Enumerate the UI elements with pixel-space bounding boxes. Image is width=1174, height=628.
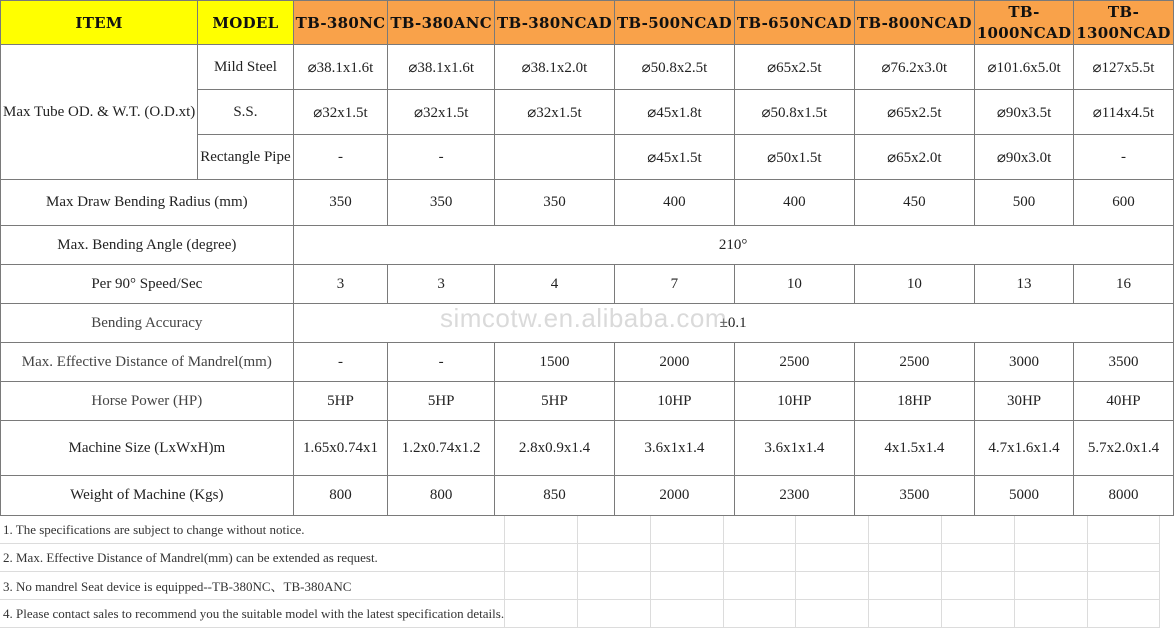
- row-label: Rectangle Pipe: [198, 135, 293, 180]
- cell: 350: [388, 180, 495, 226]
- cell: ⌀38.1x1.6t: [293, 45, 388, 90]
- cell: 10HP: [734, 382, 854, 421]
- note-text: 4. Please contact sales to recommend you the suitable model with the latest specification details.: [0, 600, 505, 628]
- row-machine-size: [1, 421, 1174, 476]
- cell: ⌀65x2.5t: [734, 45, 854, 90]
- cell: ⌀76.2x3.0t: [854, 45, 974, 90]
- header-model-2: TB-380ANC: [388, 1, 495, 45]
- cell: ⌀32x1.5t: [293, 90, 388, 135]
- row-label: Max Draw Bending Radius (mm): [1, 180, 294, 226]
- cell: 2500: [854, 343, 974, 382]
- note-row: [0, 544, 1160, 572]
- cell: ⌀50x1.5t: [734, 135, 854, 180]
- cell: 2300: [734, 476, 854, 516]
- row-speed: [1, 265, 1174, 304]
- cell: 13: [974, 265, 1073, 304]
- cell: 18HP: [854, 382, 974, 421]
- cell: 10: [854, 265, 974, 304]
- note-row: [0, 600, 1160, 628]
- header-model: MODEL: [198, 1, 293, 45]
- row-mandrel: [1, 343, 1174, 382]
- merged-cell: ±0.1: [293, 304, 1173, 343]
- row-horse-power: [1, 382, 1174, 421]
- cell: 1.65x0.74x1: [293, 421, 388, 476]
- header-model-8-line2: 1300NCAD: [1076, 23, 1171, 42]
- cell: 1500: [495, 343, 615, 382]
- cell: 30HP: [974, 382, 1073, 421]
- cell: 7: [614, 265, 734, 304]
- cell: 16: [1074, 265, 1173, 304]
- cell: 450: [854, 180, 974, 226]
- cell: 5.7x2.0x1.4: [1074, 421, 1173, 476]
- cell: ⌀32x1.5t: [388, 90, 495, 135]
- row-label: Max. Effective Distance of Mandrel(mm): [1, 343, 294, 382]
- cell: 400: [614, 180, 734, 226]
- cell: ⌀90x3.5t: [974, 90, 1073, 135]
- note-text: 3. No mandrel Seat device is equipped--TB-380NC、TB-380ANC: [0, 572, 505, 600]
- header-model-4: TB-500NCAD: [614, 1, 734, 45]
- header-model-8: [1074, 1, 1173, 45]
- cell: 400: [734, 180, 854, 226]
- cell: -: [388, 135, 495, 180]
- cell: -: [1074, 135, 1173, 180]
- note-text: 1. The specifications are subject to change without notice.: [0, 516, 505, 544]
- cell: 800: [293, 476, 388, 516]
- cell: 5HP: [293, 382, 388, 421]
- notes-table: [0, 516, 1160, 628]
- row-accuracy: [1, 304, 1174, 343]
- cell: ⌀50.8x2.5t: [614, 45, 734, 90]
- cell: ⌀90x3.0t: [974, 135, 1073, 180]
- cell: 2.8x0.9x1.4: [495, 421, 615, 476]
- cell: ⌀50.8x1.5t: [734, 90, 854, 135]
- row-label: Mild Steel: [198, 45, 293, 90]
- cell: -: [388, 343, 495, 382]
- cell: ⌀127x5.5t: [1074, 45, 1173, 90]
- merged-cell: 210°: [293, 226, 1173, 265]
- cell: ⌀32x1.5t: [495, 90, 615, 135]
- row-draw-radius: [1, 180, 1174, 226]
- header-model-3: TB-380NCAD: [495, 1, 615, 45]
- cell: 3.6x1x1.4: [734, 421, 854, 476]
- row-label: Machine Size (LxWxH)m: [1, 421, 294, 476]
- cell: 850: [495, 476, 615, 516]
- cell: 4.7x1.6x1.4: [974, 421, 1073, 476]
- tube-group-label: Max Tube OD. & W.T. (O.D.xt): [1, 45, 198, 180]
- cell: 500: [974, 180, 1073, 226]
- row-label: Horse Power (HP): [1, 382, 294, 421]
- cell: 5HP: [388, 382, 495, 421]
- cell: ⌀38.1x1.6t: [388, 45, 495, 90]
- cell: 2000: [614, 476, 734, 516]
- cell: ⌀65x2.5t: [854, 90, 974, 135]
- row-label: Per 90° Speed/Sec: [1, 265, 294, 304]
- cell: ⌀114x4.5t: [1074, 90, 1173, 135]
- row-weight: [1, 476, 1174, 516]
- header-model-1: TB-380NC: [293, 1, 388, 45]
- cell: 600: [1074, 180, 1173, 226]
- cell: 5HP: [495, 382, 615, 421]
- header-item: ITEM: [1, 1, 198, 45]
- cell: 3000: [974, 343, 1073, 382]
- cell: 40HP: [1074, 382, 1173, 421]
- header-model-7: [974, 1, 1073, 45]
- note-row: [0, 572, 1160, 600]
- cell: 350: [495, 180, 615, 226]
- cell: ⌀45x1.5t: [614, 135, 734, 180]
- header-model-6: TB-800NCAD: [854, 1, 974, 45]
- cell: 3: [388, 265, 495, 304]
- cell: 10: [734, 265, 854, 304]
- cell: 8000: [1074, 476, 1173, 516]
- cell: 4: [495, 265, 615, 304]
- header-model-7-line1: TB-: [1008, 2, 1040, 21]
- header-model-5: TB-650NCAD: [734, 1, 854, 45]
- cell: 3500: [854, 476, 974, 516]
- cell: 1.2x0.74x1.2: [388, 421, 495, 476]
- cell: ⌀45x1.8t: [614, 90, 734, 135]
- cell: ⌀65x2.0t: [854, 135, 974, 180]
- cell: 800: [388, 476, 495, 516]
- cell: 350: [293, 180, 388, 226]
- cell: 2000: [614, 343, 734, 382]
- row-mild-steel: [1, 45, 1174, 90]
- cell: 5000: [974, 476, 1073, 516]
- header-model-8-line1: TB-: [1107, 2, 1140, 21]
- note-text: 2. Max. Effective Distance of Mandrel(mm) can be extended as request.: [0, 544, 505, 572]
- cell: -: [293, 135, 388, 180]
- cell: ⌀101.6x5.0t: [974, 45, 1073, 90]
- cell: 2500: [734, 343, 854, 382]
- header-model-7-line2: 1000NCAD: [976, 23, 1072, 42]
- row-label: Bending Accuracy: [1, 304, 294, 343]
- row-label: S.S.: [198, 90, 293, 135]
- row-label: Max. Bending Angle (degree): [1, 226, 294, 265]
- row-bending-angle: [1, 226, 1174, 265]
- cell: 4x1.5x1.4: [854, 421, 974, 476]
- cell: -: [293, 343, 388, 382]
- header-row: [1, 1, 1174, 45]
- cell: 3.6x1x1.4: [614, 421, 734, 476]
- note-row: [0, 516, 1160, 544]
- watermark: simcotw.en.alibaba.com: [440, 303, 728, 333]
- cell: ⌀38.1x2.0t: [495, 45, 615, 90]
- cell: 3: [293, 265, 388, 304]
- cell: [495, 135, 615, 180]
- cell: 10HP: [614, 382, 734, 421]
- cell: 3500: [1074, 343, 1173, 382]
- row-label: Weight of Machine (Kgs): [1, 476, 294, 516]
